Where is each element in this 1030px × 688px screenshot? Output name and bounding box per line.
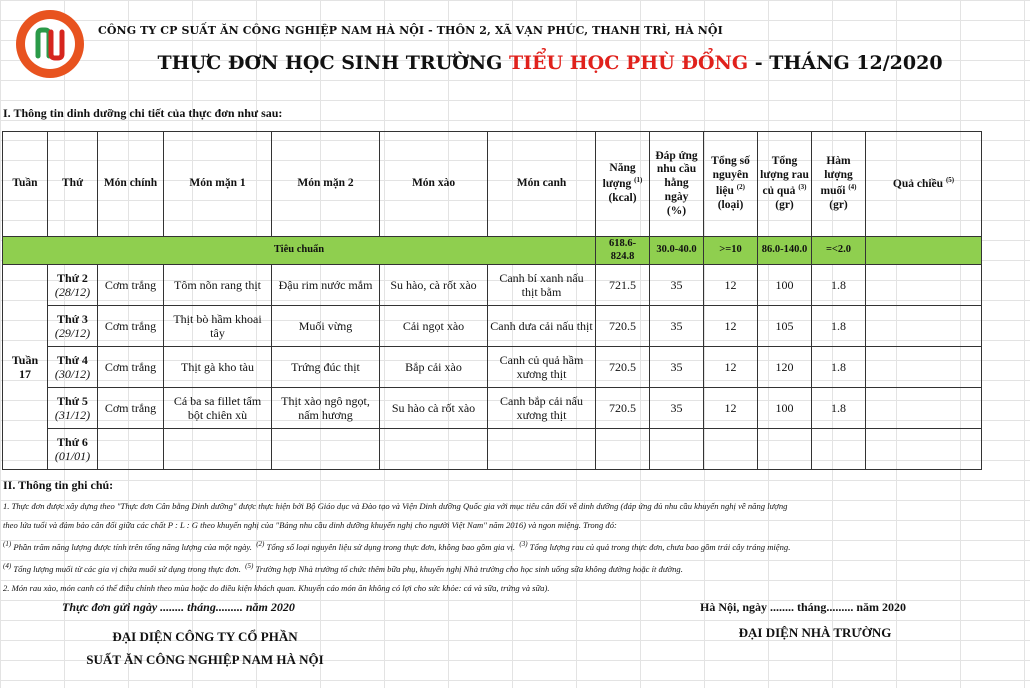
- company-representative: [40, 625, 370, 671]
- header-weekday: Thứ: [48, 132, 98, 237]
- section-1-title: I. Thông tin dinh dưỡng chi tiết của thực đơn như sau:: [3, 106, 283, 120]
- main-dish-cell: Cơm trắng: [98, 306, 164, 347]
- salt-cell: 1.8: [812, 265, 866, 306]
- ingredients-cell: 12: [704, 388, 758, 429]
- salt-cell: 1.8: [812, 306, 866, 347]
- title-prefix: THỰC ĐƠN HỌC SINH TRƯỜNG: [157, 52, 510, 74]
- salty-1-cell: Cá ba sa fillet tẩm bột chiên xù: [164, 388, 272, 429]
- header-vegetables: Tổng lượng rau củ quả $^{(3)}$ (gr): [758, 132, 812, 237]
- table-row: [3, 306, 982, 347]
- ingredients-cell: [704, 429, 758, 470]
- standard-row: [3, 237, 982, 265]
- standard-requirement: 30.0-40.0: [650, 237, 704, 265]
- requirement-cell: 35: [650, 388, 704, 429]
- title-suffix: - THÁNG 12/2020: [748, 52, 943, 74]
- note-line: 2. Món rau xào, món canh có thể điều chỉnh theo mùa hoặc do điều kiện khách quan. Khuyến cáo món ăn không có lợi cho sức khỏe: cá và sữa, trứng và sữa).: [3, 582, 550, 593]
- main-dish-cell: Cơm trắng: [98, 388, 164, 429]
- stir-fry-cell: Bắp cải xào: [380, 347, 488, 388]
- standard-ingredients: >=10: [704, 237, 758, 265]
- header-salty-1: Món mặn 1: [164, 132, 272, 237]
- standard-snack: [866, 237, 982, 265]
- stir-fry-cell: [380, 429, 488, 470]
- salt-cell: 1.8: [812, 388, 866, 429]
- soup-cell: Canh bắp cải nấu xương thịt: [488, 388, 596, 429]
- vegetables-cell: 100: [758, 265, 812, 306]
- header-ingredients: Tổng số nguyên liệu $^{(2)}$ (loại): [704, 132, 758, 237]
- main-dish-cell: Cơm trắng: [98, 265, 164, 306]
- salty-1-cell: Thịt bò hầm khoai tây: [164, 306, 272, 347]
- header-snack: Quả chiều $^{(5)}$: [866, 132, 982, 237]
- energy-cell: 721.5: [596, 265, 650, 306]
- table-row: [3, 347, 982, 388]
- header-requirement: Đáp ứng nhu cầu hằng ngày (%): [650, 132, 704, 237]
- hanoi-date: Hà Nội, ngày ........ tháng......... năm 2020: [700, 600, 907, 614]
- energy-cell: 720.5: [596, 347, 650, 388]
- note-line: $^{(4)}$ Tổng lượng muối từ các gia vị chứa muối sử dụng trong thực đơn. $^{(5)}$ Trường hợp Nhà trường tổ chức thêm bữa phụ, khuyến nghị Nhà trường cho học sinh uống sữa không đường hoặc ít đường.: [3, 561, 683, 574]
- company-rep-line: SUẤT ĂN CÔNG NGHIỆP NAM HÀ NỘI: [86, 652, 324, 667]
- vegetables-cell: 100: [758, 388, 812, 429]
- section-2-title: II. Thông tin ghi chú:: [3, 478, 114, 492]
- header-stir-fry: Món xào: [380, 132, 488, 237]
- stir-fry-cell: Su hào, cà rốt xào: [380, 265, 488, 306]
- requirement-cell: 35: [650, 265, 704, 306]
- snack-cell: [866, 265, 982, 306]
- page-title: [0, 52, 1030, 74]
- weekday-cell: Thứ 3 (29/12): [48, 306, 98, 347]
- note-line: theo lứa tuổi và đảm bảo cân đối giữa các chất P : L : G theo khuyến nghị của "Bảng nhu cầu dinh dưỡng khuyến nghị cho người Việt Nam" năm 2016) và ngon miệng. Trong đó:: [3, 520, 617, 530]
- energy-cell: [596, 429, 650, 470]
- soup-cell: [488, 429, 596, 470]
- salty-2-cell: Thịt xào ngô ngọt, nấm hương: [272, 388, 380, 429]
- header-energy: Năng lượng $^{(1)}$ (kcal): [596, 132, 650, 237]
- snack-cell: [866, 388, 982, 429]
- standard-vegetables: 86.0-140.0: [758, 237, 812, 265]
- ingredients-cell: 12: [704, 347, 758, 388]
- header-salty-2: Món mặn 2: [272, 132, 380, 237]
- weekday-cell: Thứ 2 (28/12): [48, 265, 98, 306]
- standard-energy: 618.6-824.8: [596, 237, 650, 265]
- vegetables-cell: 120: [758, 347, 812, 388]
- header-main-dish: Món chính: [98, 132, 164, 237]
- note-line: $^{(1)}$ Phần trăm năng lượng được tính trên tổng năng lượng của một ngày. $^{(2)}$ Tổng số loại nguyên liệu sử dụng trong thực đơn, không bao gồm gia vị. $^{(3)}$ Tổng lượng rau củ quả trong thực đơn, chưa bao gồm trái cây tráng miệng.: [3, 540, 791, 552]
- weekday-cell: Thứ 6 (01/01): [48, 429, 98, 470]
- header-salt: Hàm lượng muối $^{(4)}$ (gr): [812, 132, 866, 237]
- standard-salt: =<2.0: [812, 237, 866, 265]
- notes-block: [3, 497, 1013, 598]
- menu-table: [2, 131, 982, 470]
- salty-1-cell: Thịt gà kho tàu: [164, 347, 272, 388]
- requirement-cell: [650, 429, 704, 470]
- note-line: 1. Thực đơn được xây dựng theo "Thực đơn Cân bằng Dinh dưỡng" được thực hiện bởi Bộ Giáo dục và Đào tạo và Viện Dinh dưỡng Quốc gia với mục tiêu cân đối về dinh dưỡng (đáp ứng đủ nhu cầu khuyến nghị về năng lượng: [3, 501, 788, 511]
- ingredients-cell: 12: [704, 265, 758, 306]
- table-row: [3, 388, 982, 429]
- weekday-cell: Thứ 4 (30/12): [48, 347, 98, 388]
- header-soup: Món canh: [488, 132, 596, 237]
- snack-cell: [866, 347, 982, 388]
- snack-cell: [866, 429, 982, 470]
- school-representative: ĐẠI DIỆN NHÀ TRƯỜNG: [738, 625, 892, 640]
- ingredients-cell: 12: [704, 306, 758, 347]
- table-row: [3, 429, 982, 470]
- company-rep-line: ĐẠI DIỆN CÔNG TY CỔ PHẦN: [112, 629, 298, 644]
- salt-cell: [812, 429, 866, 470]
- soup-cell: Canh củ quả hầm xương thịt: [488, 347, 596, 388]
- stir-fry-cell: Cải ngọt xào: [380, 306, 488, 347]
- main-dish-cell: [98, 429, 164, 470]
- sent-date: Thực đơn gửi ngày ........ tháng......... năm 2020: [62, 600, 295, 614]
- stir-fry-cell: Su hào cà rốt xào: [380, 388, 488, 429]
- salty-1-cell: [164, 429, 272, 470]
- requirement-cell: 35: [650, 347, 704, 388]
- week-label: Tuần 17: [3, 265, 48, 470]
- vegetables-cell: [758, 429, 812, 470]
- requirement-cell: 35: [650, 306, 704, 347]
- vegetables-cell: 105: [758, 306, 812, 347]
- salty-2-cell: [272, 429, 380, 470]
- company-address: CÔNG TY CP SUẤT ĂN CÔNG NGHIỆP NAM HÀ NỘI - THÔN 2, XÃ VẠN PHÚC, THANH TRÌ, HÀ NỘI: [98, 24, 723, 37]
- standard-label: Tiêu chuẩn: [3, 237, 596, 265]
- weekday-cell: Thứ 5 (31/12): [48, 388, 98, 429]
- salty-2-cell: Trứng đúc thịt: [272, 347, 380, 388]
- soup-cell: Canh bí xanh nấu thịt bằm: [488, 265, 596, 306]
- title-school-name: TIỂU HỌC PHÙ ĐỔNG: [509, 52, 749, 74]
- energy-cell: 720.5: [596, 388, 650, 429]
- salty-1-cell: Tôm nõn rang thịt: [164, 265, 272, 306]
- energy-cell: 720.5: [596, 306, 650, 347]
- salt-cell: 1.8: [812, 347, 866, 388]
- table-row: [3, 265, 982, 306]
- soup-cell: Canh dưa cải nấu thịt: [488, 306, 596, 347]
- table-header-row: [3, 132, 982, 237]
- snack-cell: [866, 306, 982, 347]
- header-week: Tuần: [3, 132, 48, 237]
- salty-2-cell: Đậu rim nước mắm: [272, 265, 380, 306]
- main-dish-cell: Cơm trắng: [98, 347, 164, 388]
- salty-2-cell: Muối vừng: [272, 306, 380, 347]
